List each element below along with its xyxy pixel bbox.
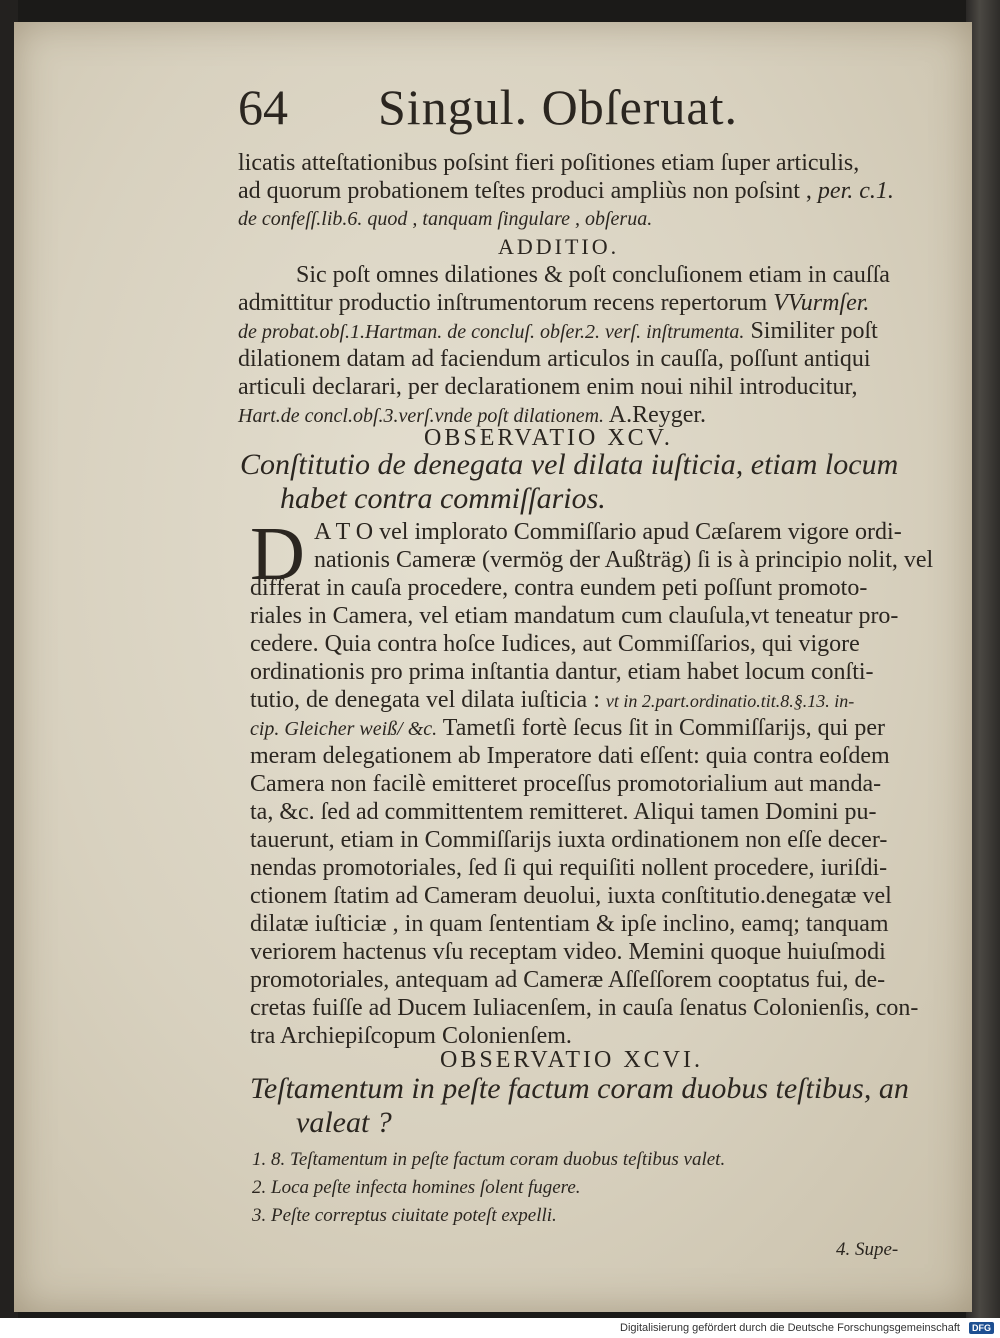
text-line: differat in cauſa procedere, contra eundem peti poſſunt promoto-: [250, 575, 868, 601]
text-line-part: A.Reyger.: [608, 402, 707, 428]
summary-point: 2. Loca peſte infecta homines ſolent fugere.: [252, 1177, 581, 1198]
text-line: cretas fuiſſe ad Ducem Iuliacenſem, in cauſa ſenatus Colonienſis, con-: [250, 995, 919, 1021]
summary-point: 3. Peſte correptus ciuitate poteſt expelli.: [252, 1205, 557, 1226]
text-line: A T O vel implorato Commiſſario apud Cæſarem vigore ordi-: [314, 519, 902, 545]
citation: vt in 2.part.ordinatio.tit.8.§.13. in-: [605, 691, 855, 711]
text-line: promotoriales, antequam ad Cameræ Aſſeſſorem cooptatus fui, de-: [250, 967, 886, 993]
observation-heading: OBSERVATIO XCVI.: [440, 1047, 703, 1073]
text-line: ordinationis pro prima inſtantia dantur, etiam habet locum conſti-: [250, 659, 874, 685]
text-line: nendas promotoriales, ſed ſi qui requiſiti nollent procedere, iuriſdi-: [250, 855, 888, 881]
observation-heading: OBSERVATIO XCV.: [424, 425, 673, 451]
citation: de probat.obſ.1.Hartman. de concluſ. obſer.2. verſ. inſtrumenta.: [238, 321, 745, 343]
text-line: cedere. Quia contra hoſce Iudices, aut Commiſſarios, qui vigore: [250, 631, 860, 657]
text-line: ta, &c. ſed ad committentem remitteret. Aliqui tamen Domini pu-: [250, 799, 877, 825]
text-line: articuli declarari, per declarationem enim noui nihil introducitur,: [238, 374, 858, 400]
text-line: [250, 686, 854, 715]
text-line-part: Tametſi fortè ſecus ſit in Commiſſarijs, qui per: [442, 715, 885, 741]
citation: VVurmſer.: [773, 290, 870, 316]
observation-summary: habet contra commiſſarios.: [280, 482, 606, 515]
page-number: 64: [238, 79, 288, 135]
additio-heading: ADDITIO.: [498, 234, 620, 259]
citation: Hart.de concl.obſ.3.verſ.vnde poſt dilationem.: [238, 405, 605, 427]
running-head: [0, 78, 1000, 148]
text-line: [238, 289, 869, 317]
text-line: [238, 177, 894, 205]
text-line: tauerunt, etiam in Commiſſarijs iuxta ordinationem non eſſe decer-: [250, 827, 888, 853]
text-line: riales in Camera, vel etiam mandatum cum clauſula,vt teneatur pro-: [250, 603, 899, 629]
observation-summary: Teſtamentum in peſte factum coram duobus teſtibus, an: [250, 1072, 909, 1105]
observation-summary: Conſtitutio de denegata vel dilata iuſticia, etiam locum: [240, 448, 899, 481]
text-line: tra Archiepiſcopum Colonienſem.: [250, 1023, 572, 1049]
text-line: meram delegationem ab Imperatore dati eſſent: quia contra eoſdem: [250, 743, 890, 769]
summary-point: 1. 8. Teſtamentum in peſte factum coram duobus teſtibus valet.: [252, 1149, 726, 1170]
text-line: veriorem hactenus vſu receptam video. Memini quoque huiuſmodi: [250, 939, 886, 965]
text-line: licatis atteſtationibus poſsint fieri poſitiones etiam ſuper articulis,: [238, 150, 860, 176]
running-title: Singul. Obſeruat.: [378, 79, 739, 135]
text-line-part: Similiter poſt: [750, 318, 878, 344]
text-line: dilationem datam ad faciendum articulos in cauſſa, poſſunt antiqui: [238, 346, 871, 372]
text-line: Camera non facilè emitteret proceſſus promotorialium aut manda-: [250, 771, 882, 797]
text-line: Sic poſt omnes dilationes & poſt concluſionem etiam in cauſſa: [296, 262, 890, 288]
footer-credit: Digitalisierung gefördert durch die Deutsche Forschungsgemeinschaft: [620, 1322, 960, 1334]
digitization-footer: [0, 1318, 1000, 1338]
dfg-logo: DFG: [969, 1322, 994, 1334]
text-line-part: admittitur productio inſtrumentorum recens repertorum: [238, 290, 768, 316]
catchword: 4. Supe-: [836, 1239, 899, 1260]
text-line-part: tutio, de denegata vel dilata iuſticia :: [250, 687, 600, 713]
citation: per. c.1.: [817, 178, 894, 204]
text-line: ctionem ſtatim ad Cameram deuolui, iuxta conſtitutio.denegatæ vel: [250, 883, 892, 909]
drop-capital: D: [250, 512, 305, 596]
text-line-part: ad quorum probationem teſtes produci ampliùs non poſsint ,: [238, 178, 812, 204]
observation-summary: valeat ?: [296, 1106, 392, 1139]
text-line: [250, 714, 885, 743]
citation-line: de confeſſ.lib.6. quod , tanquam ſingulare , obſerua.: [238, 208, 653, 230]
text-line: [238, 317, 878, 346]
citation: cip. Gleicher weiß/ &c.: [250, 718, 438, 740]
text-line: dilatæ iuſticiæ , in quam ſententiam & ipſe inclino, eamq; tanquam: [250, 911, 889, 937]
text-line: nationis Cameræ (vermög der Außträg) ſi is à principio nolit, vel: [314, 547, 934, 573]
